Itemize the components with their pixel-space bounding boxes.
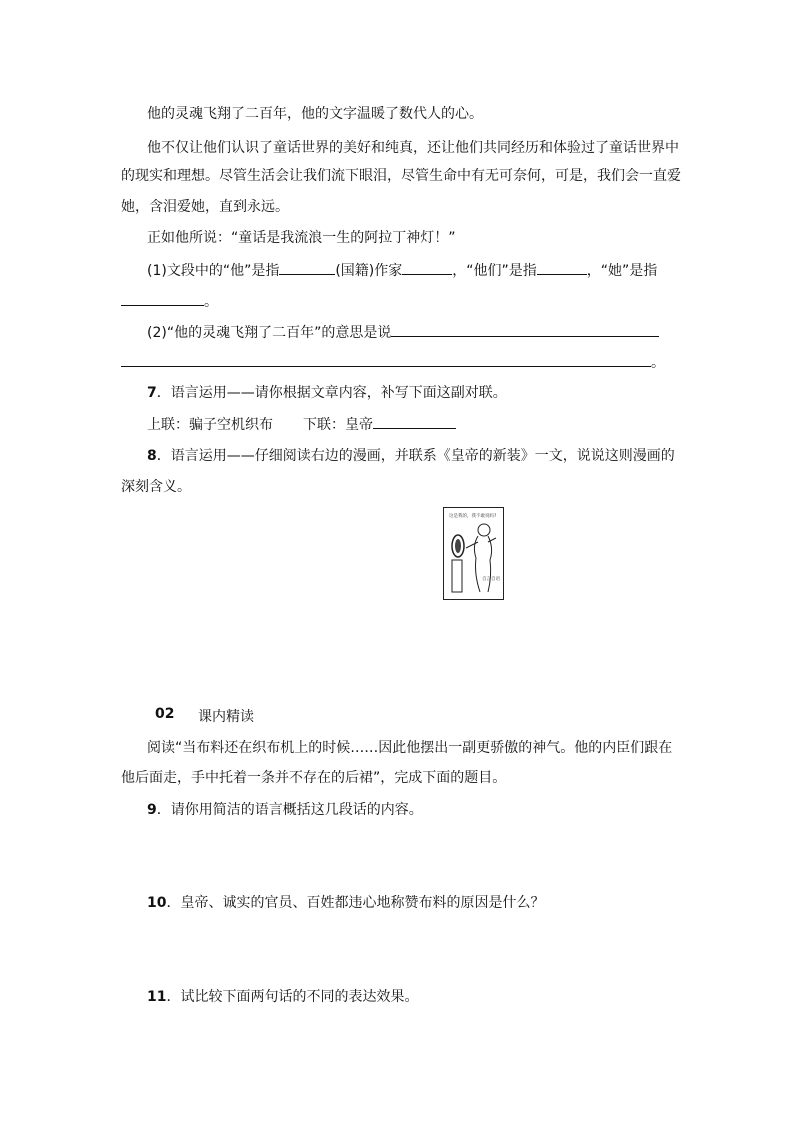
question-2-cont [121, 352, 665, 373]
reading-line-1: 阅读“当布料还在织布机上的时候……因此他摆出一副更骄傲的神气。他的内臣们跟在 [147, 740, 673, 756]
q9-number: 9 [147, 802, 157, 818]
couplet-upper: 上联：骗子空机织布 [147, 417, 273, 433]
question-9 [147, 800, 423, 820]
question-7 [147, 383, 507, 403]
passage-line-5: 正如他所说：“童话是我流浪一生的阿拉丁神灯！” [147, 230, 456, 246]
q9-text: ．请你用简洁的语言概括这几段话的内容。 [156, 802, 423, 818]
couplet [147, 414, 456, 435]
q8-number: 8 [147, 448, 157, 464]
q2-blank-2[interactable] [121, 352, 651, 367]
question-1 [147, 260, 657, 281]
question-2 [147, 322, 659, 343]
passage-line-3: 的现实和理想。尽管生活会让我们流下眼泪，尽管生命中有无可奈何，可是，我们会一直爱 [121, 168, 681, 184]
q2-end: 。 [651, 355, 665, 371]
q2-blank-1[interactable] [391, 322, 659, 337]
cartoon-caption: 这是我的，我不敢说吗? [449, 514, 497, 519]
q1-blank-writer[interactable] [402, 260, 452, 275]
q1-blank-nationality[interactable] [279, 260, 335, 275]
q10-number: 10 [147, 895, 167, 911]
question-8 [147, 446, 675, 466]
section-title: 课内精读 [198, 709, 254, 725]
q1-blank-she[interactable] [121, 291, 204, 306]
question-1-cont [121, 291, 218, 312]
couplet-lower: 下联：皇帝 [303, 417, 373, 433]
q1-text-b: (国籍)作家 [335, 263, 403, 279]
section-number: 02 [155, 706, 175, 722]
q11-text: ．试比较下面两句话的不同的表达效果。 [166, 989, 419, 1005]
q1-blank-they[interactable] [537, 260, 587, 275]
q1-text-d: ，“她”是指 [586, 263, 658, 279]
q7-number: 7 [147, 385, 157, 401]
cartoon-image [443, 507, 504, 600]
q8-text: ．语言运用——仔细阅读右边的漫画，并联系《皇帝的新装》一文，说说这则漫画的 [156, 448, 675, 464]
question-8-cont: 深刻含义。 [121, 479, 191, 495]
q2-text: (2)“他的灵魂飞翔了二百年”的意思是说 [147, 325, 392, 341]
passage-line-2: 他不仅让他们认识了童话世界的美好和纯真，还让他们共同经历和体验过了童话世界中 [147, 140, 679, 156]
q1-text-c: ，“他们”是指 [452, 263, 537, 279]
cartoon-drawing [444, 508, 502, 598]
question-10 [147, 893, 544, 913]
q10-text: ．皇帝、诚实的官员、百姓都违心地称赞布料的原因是什么？ [166, 895, 545, 911]
q1-text-a: (1)文段中的“他”是指 [147, 263, 280, 279]
passage-line-1: 他的灵魂飞翔了二百年，他的文字温暖了数代人的心。 [147, 106, 483, 122]
couplet-blank[interactable] [373, 414, 456, 429]
passage-line-4: 她，含泪爱她，直到永远。 [121, 199, 289, 215]
question-11 [147, 987, 418, 1007]
q7-text: ．语言运用——请你根据文章内容，补写下面这副对联。 [156, 385, 507, 401]
reading-line-2: 他后面走，手中托着一条并不存在的后裙”，完成下面的题目。 [121, 770, 507, 786]
q1-text-e: 。 [204, 294, 218, 310]
cartoon-side-text: 自言自语 [482, 577, 500, 582]
q11-number: 11 [147, 989, 167, 1005]
